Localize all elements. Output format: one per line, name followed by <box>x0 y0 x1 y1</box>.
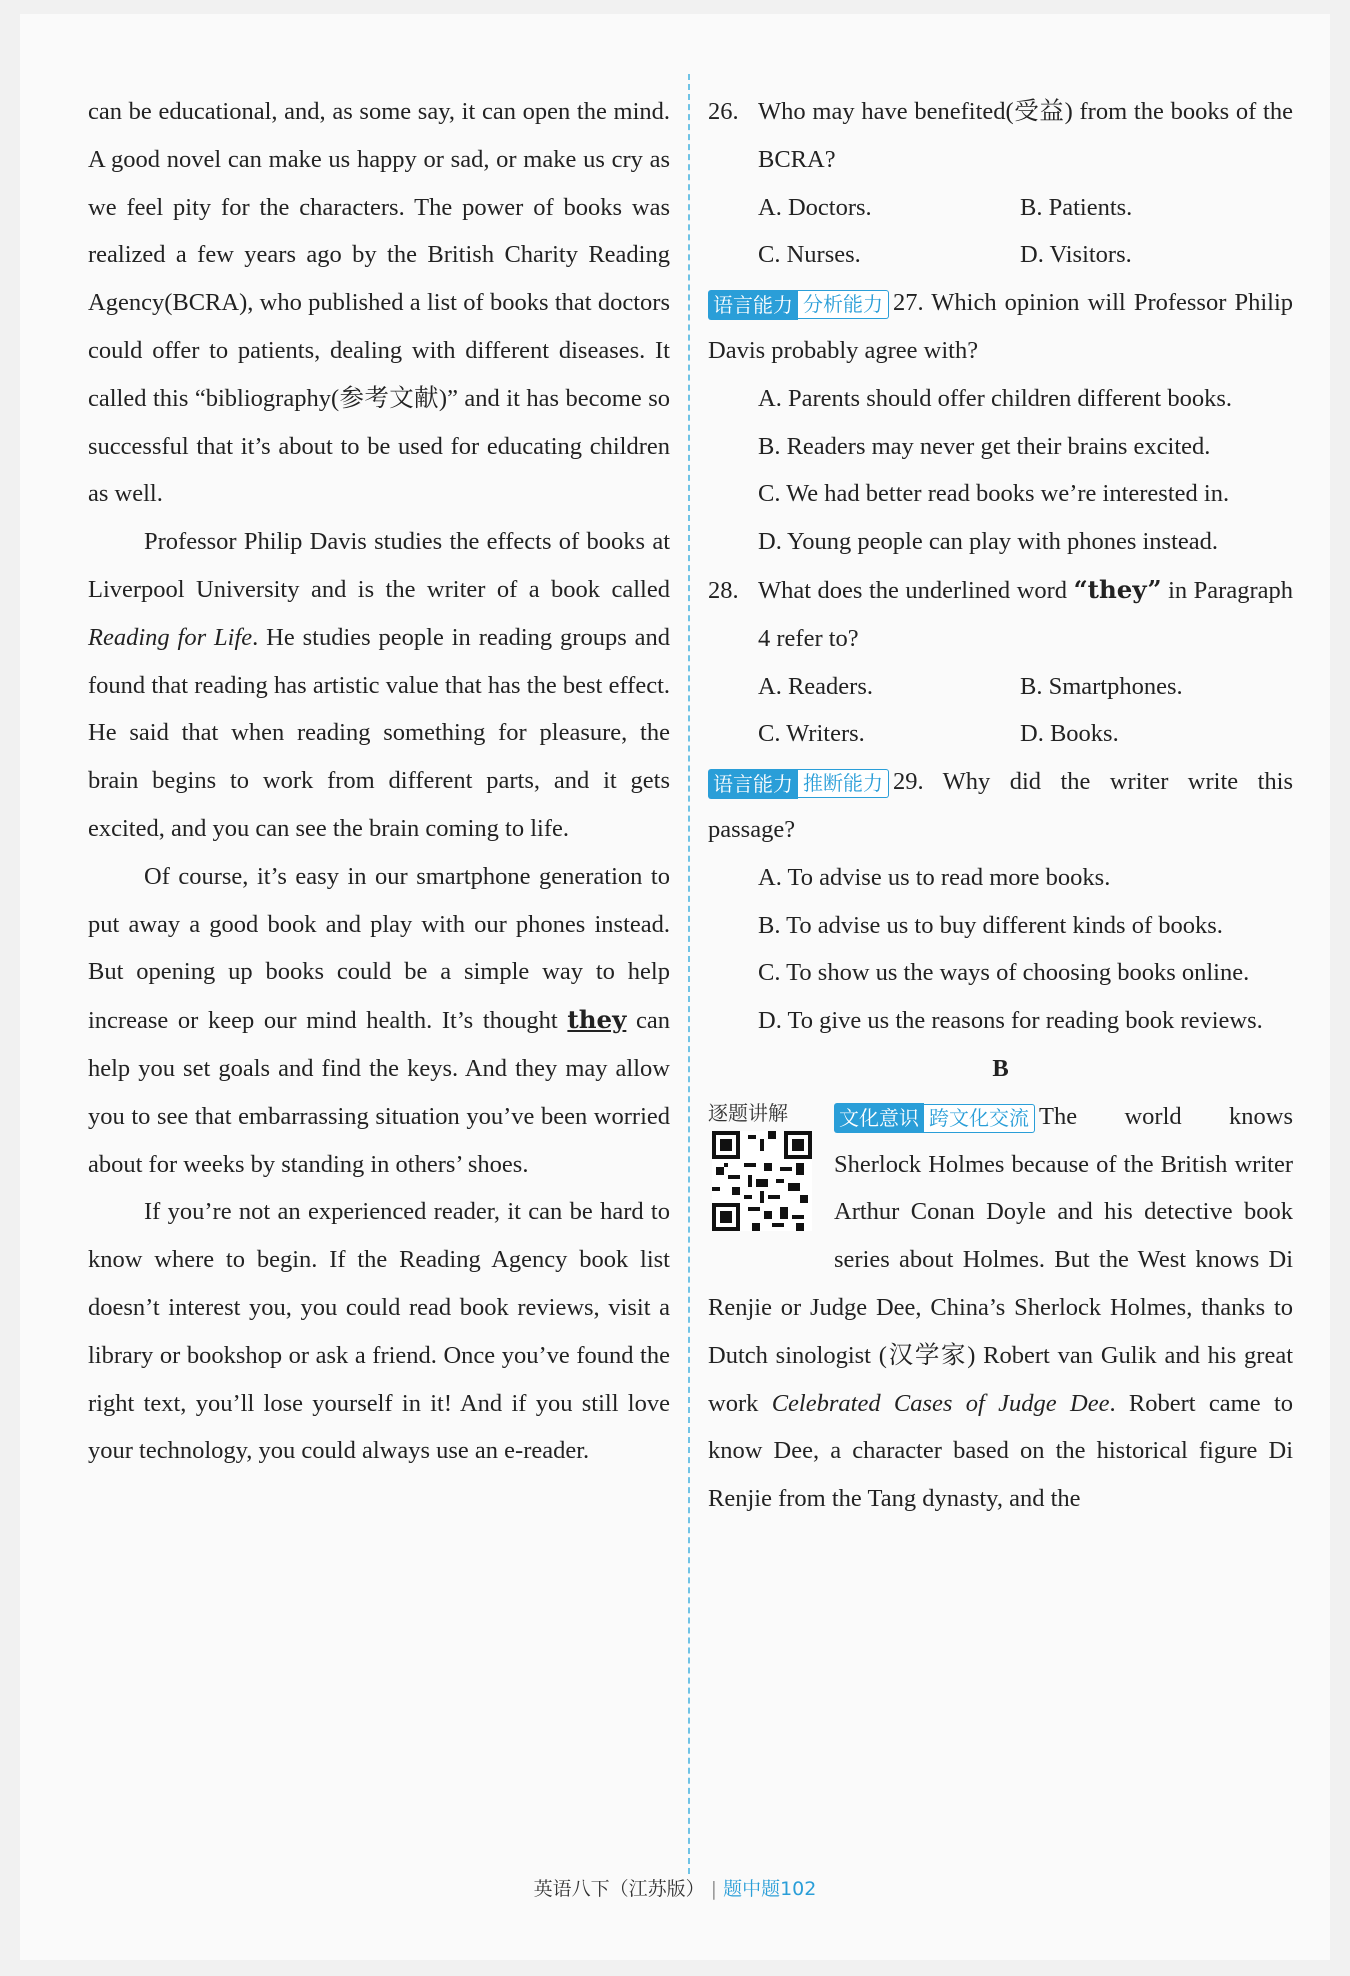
qr-label: 逐题讲解 <box>708 1100 788 1125</box>
book-title: Celebrated Cases of Judge Dee <box>771 1389 1110 1417</box>
question-text-a: What does the underlined word <box>758 576 1074 604</box>
option-a: A. Parents should offer children different books. <box>758 384 1233 412</box>
book-title: Reading for Life <box>88 623 253 651</box>
question-number: 27. <box>893 289 924 317</box>
question-number: 26. <box>708 98 739 125</box>
question-28-options-row2 <box>708 710 1293 758</box>
skill-tag-primary: 语言能力 <box>708 290 798 320</box>
question-number: 28. <box>708 576 739 604</box>
option-a: A. Readers. <box>758 672 873 700</box>
brand-name: 题中题 <box>723 1878 781 1900</box>
option-d: D. Visitors. <box>1020 241 1132 269</box>
paragraph-2-text-a: Professor Philip Davis studies the effects of books at Liverpool University and is the writer of a book called <box>88 528 670 603</box>
option-c: C. Nurses. <box>758 241 861 269</box>
underlined-word-they: they <box>567 1005 627 1035</box>
footer-divider: | <box>710 1878 718 1900</box>
question-number: 29. <box>893 768 924 796</box>
section-b-text-b: . Robert came to know Dee, a character based on the historical figure Di Renjie from the Tang dynasty, and the <box>708 1389 1294 1513</box>
book-name: 英语八下（江苏版） <box>533 1878 705 1900</box>
paragraph-1: can be educational, and, as some say, it can open the mind. A good novel can make us happy or sad, or make us cry as we feel pity for the characters. The power of books was realized a few years ago by the British Charity Reading Agency(BCRA), who published a list of books that doctors could offer to patients, dealing with different diseases. It called this “bibliography(参考文献)” and it has become so successful that it’s about to be used for educating children as well. <box>88 98 670 508</box>
qr-code-icon[interactable] <box>712 1131 812 1231</box>
page <box>20 14 1330 1960</box>
skill-tag-secondary: 分析能力 <box>798 290 889 319</box>
question-28-options-row1 <box>708 663 1293 711</box>
question-text: Who may have benefited(受益) from the books of the BCRA? <box>758 98 1293 173</box>
skill-tag-primary: 语言能力 <box>708 769 798 799</box>
option-d: D. To give us the reasons for reading book reviews. <box>758 1007 1263 1035</box>
skill-tag-primary: 文化意识 <box>834 1103 924 1133</box>
option-c: C. To show us the ways of choosing books online. <box>758 959 1250 987</box>
paragraph-3-text-b: can help you set goals and find the keys. And they may allow you to see that embarrassing situation you’ve been worried about for weeks by standing in others’ shoes. <box>88 1007 671 1178</box>
question-26-options-row2 <box>708 231 1293 279</box>
question-text: Which opinion will Professor Philip Davis probably agree with? <box>708 289 1294 364</box>
paragraph-2-text-b: . He studies people in reading groups and found that reading has artistic value that has the best effect. He said that when reading something for pleasure, the brain begins to work from different parts, and it gets excited, and you can see the brain coming to life. <box>88 623 670 842</box>
question-26-options-row1 <box>708 184 1293 232</box>
option-b: B. Smartphones. <box>1020 672 1183 700</box>
option-b: B. Readers may never get their brains excited. <box>758 432 1211 460</box>
option-b: B. Patients. <box>1020 193 1133 221</box>
paragraph-2 <box>88 518 670 853</box>
paragraph-3 <box>88 853 670 1189</box>
paragraph-3-text-a: Of course, it’s easy in our smartphone generation to put away a good book and play with our phones instead. But opening up books could be a simple way to help increase or keep our mind health. It’s thought <box>88 862 670 1035</box>
question-text-b: in Paragraph 4 refer to? <box>758 576 1293 652</box>
question-26 <box>708 88 1293 184</box>
skill-tag-secondary: 推断能力 <box>798 769 889 798</box>
column-divider <box>688 74 690 1874</box>
option-c: C. Writers. <box>758 720 865 748</box>
option-a: A. Doctors. <box>758 193 872 221</box>
question-27 <box>708 279 1293 375</box>
option-b: B. To advise us to buy different kinds of books. <box>758 911 1223 939</box>
paragraph-4: If you’re not an experienced reader, it can be hard to know where to begin. If the Reading Agency book list doesn’t interest you, you could read book reviews, visit a library or bookshop or ask a friend. Once you’ve found the right text, you’ll lose yourself in it! And if you still love your technology, you could always use an e-reader. <box>88 1198 670 1465</box>
skill-tag-secondary: 跨文化交流 <box>924 1104 1035 1133</box>
questions-column <box>708 88 1293 1523</box>
section-b-text-a: The world knows Sherlock Holmes because of the British writer Arthur Conan Doyle and his detective book series about Holmes. But the West knows Di Renjie or Judge Dee, China’s Sherlock Holmes, thanks to Dutch sinologist (汉学家) Robert van Gulik and his great work <box>708 1102 1293 1417</box>
question-text: Why did the writer write this passage? <box>708 768 1293 843</box>
question-28 <box>708 566 1293 663</box>
section-heading: B <box>992 1054 1009 1082</box>
passage-column <box>88 88 670 1475</box>
section-b-passage <box>708 1093 1293 1523</box>
page-footer <box>0 1874 1350 1901</box>
question-29 <box>708 758 1293 854</box>
option-c: C. We had better read books we’re interested in. <box>758 480 1230 508</box>
page-number: 102 <box>780 1878 817 1900</box>
option-d: D. Young people can play with phones instead. <box>758 528 1218 556</box>
option-a: A. To advise us to read more books. <box>758 863 1111 891</box>
question-keyword: “they” <box>1073 574 1162 604</box>
option-d: D. Books. <box>1020 720 1119 748</box>
qr-block[interactable] <box>708 1099 824 1248</box>
